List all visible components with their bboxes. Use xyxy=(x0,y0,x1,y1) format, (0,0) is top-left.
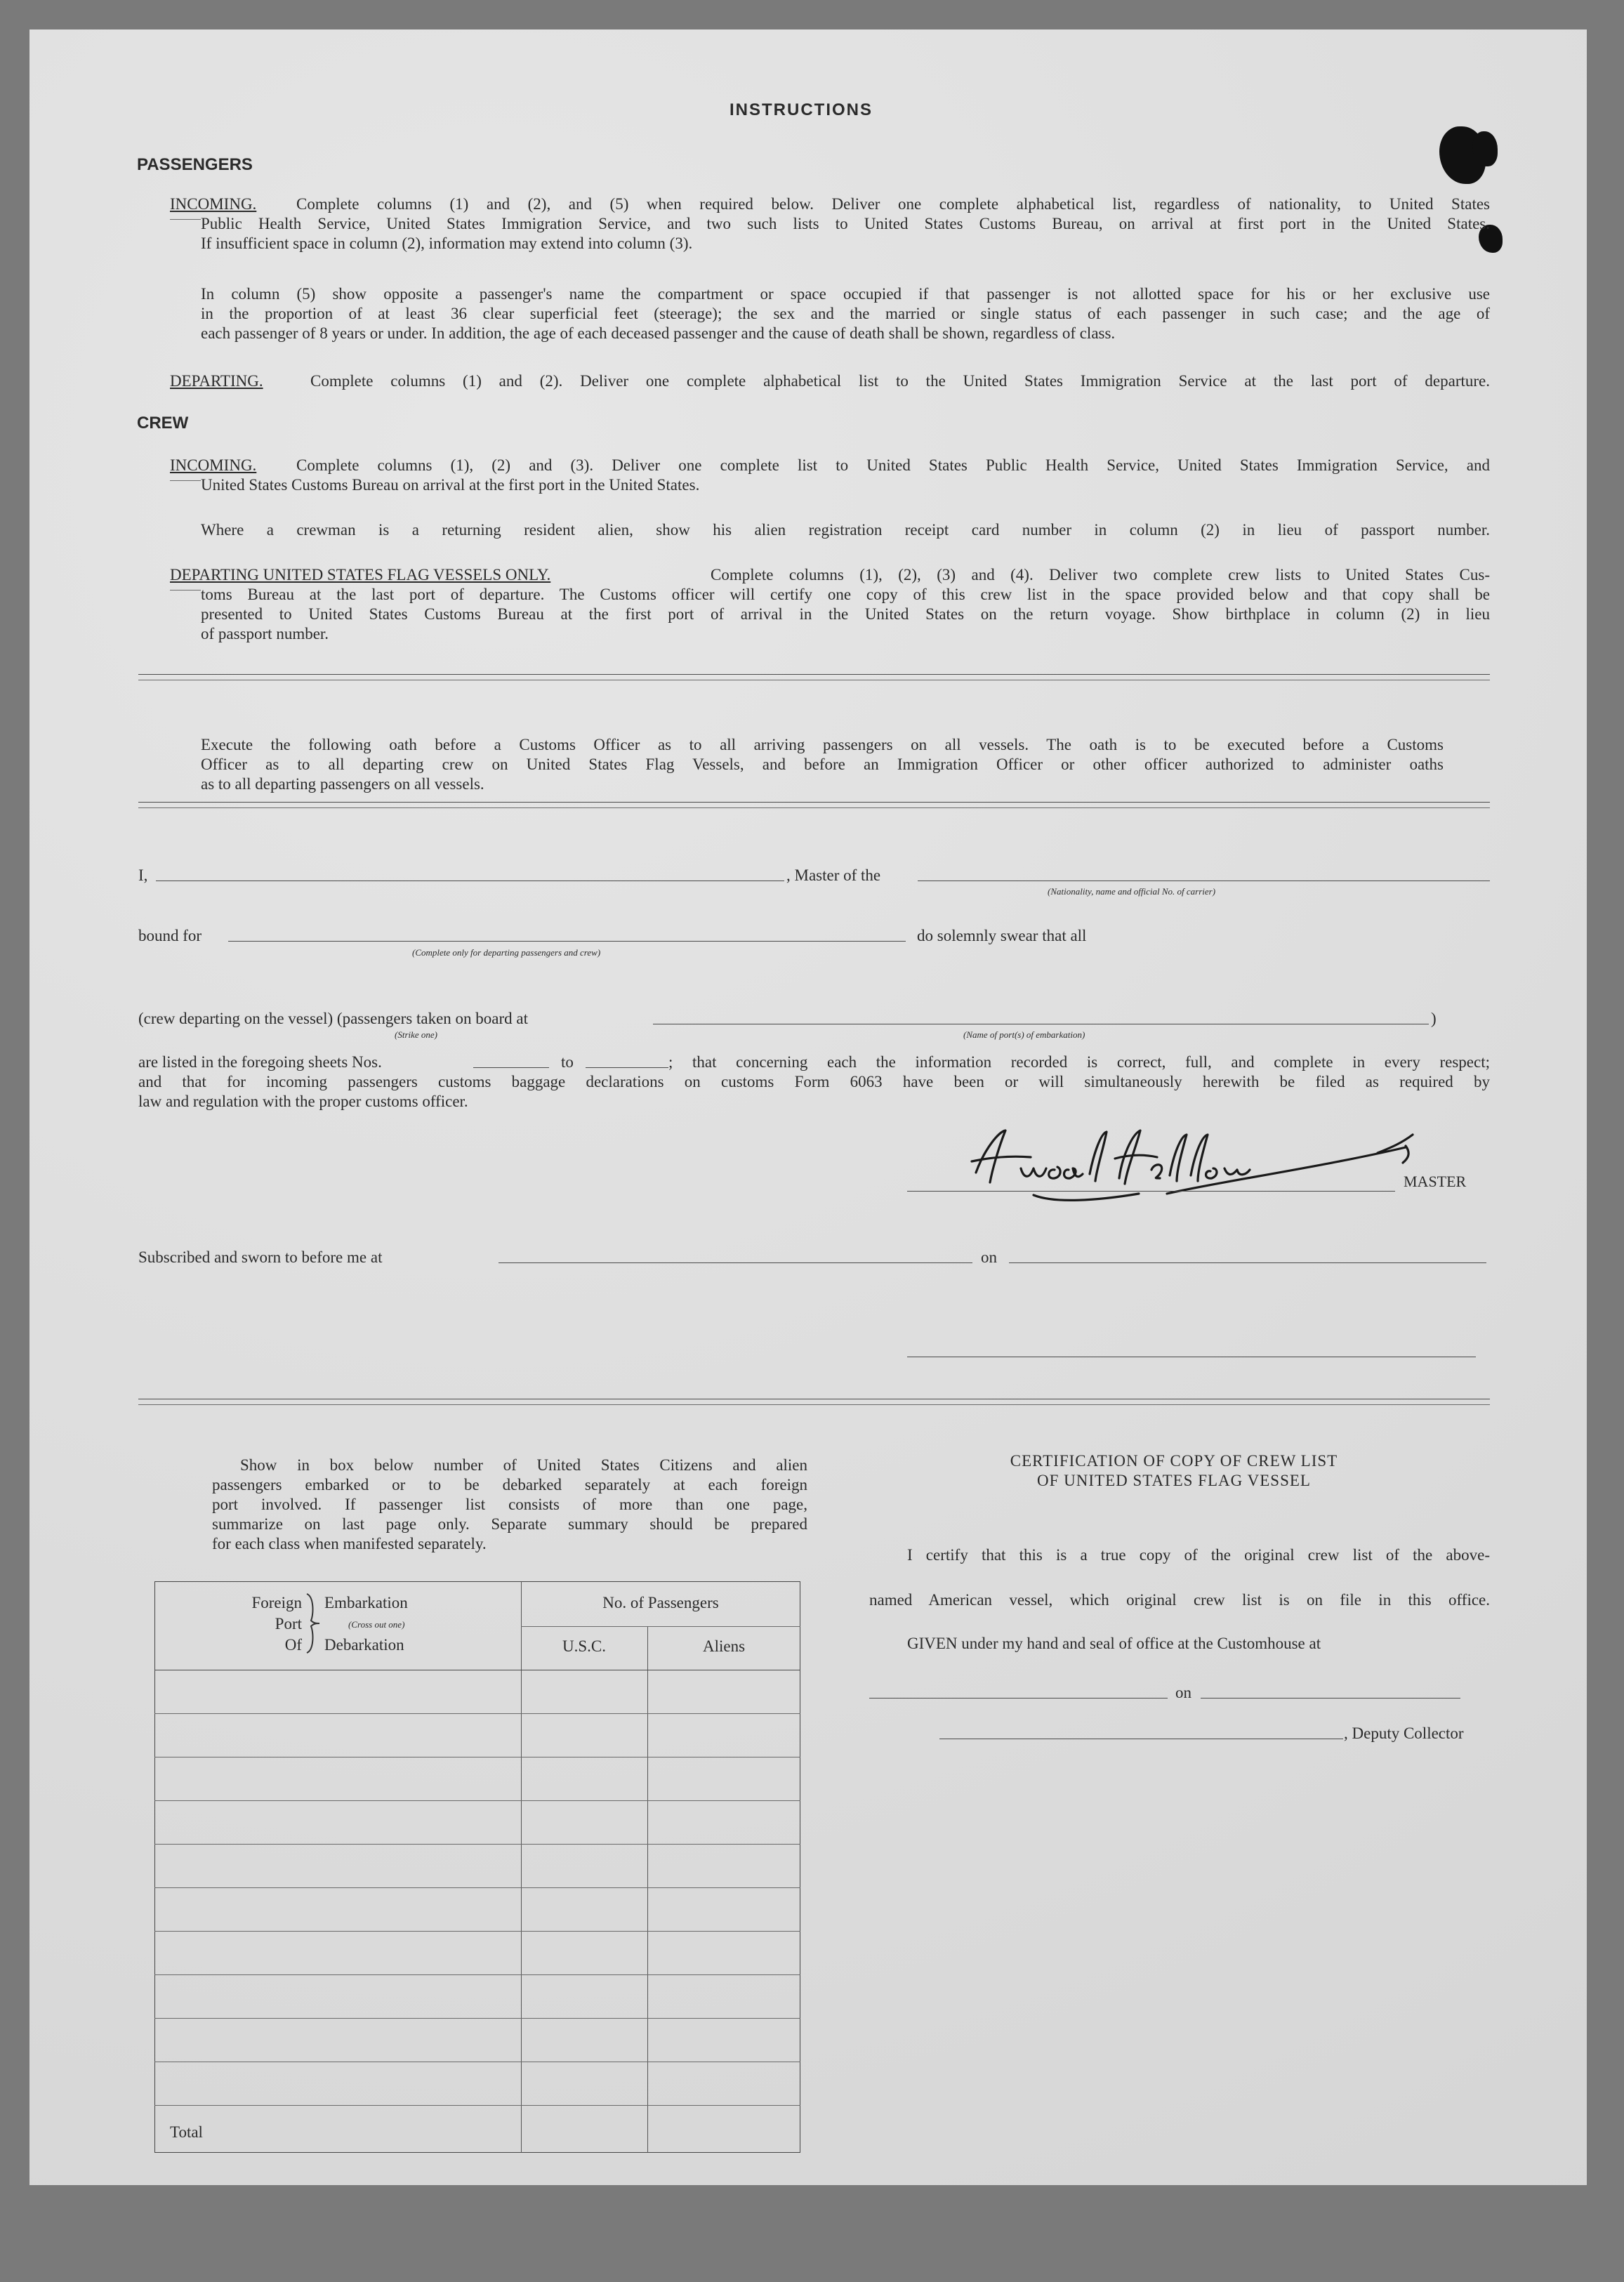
passengers-incoming-text: Public Health Service, United States Immigration Service, and two such lists to United States Customs Bureau, on arrival at first port in the United States. xyxy=(201,215,1490,232)
crew-resident-text: Where a crewman is a returning resident alien, show his alien registration receipt card number in column (2) in lieu of passport number. xyxy=(201,521,1490,539)
certification-text: I certify that this is a true copy of the original crew list of the above- xyxy=(907,1546,1490,1564)
passengers-departing-text: Complete columns (1) and (2). Deliver one complete alphabetical list to the United States Immigration Service at the last port of departure. xyxy=(310,372,1490,390)
table-header-divider xyxy=(521,1626,800,1627)
table-row[interactable] xyxy=(154,1844,800,1845)
table-col-divider xyxy=(647,1626,648,2153)
column-five-text: each passenger of 8 years or under. In addition, the age of each deceased passenger and the cause of death shall be shown, regardless of class. xyxy=(201,324,1116,342)
passengers-incoming-text: Complete columns (1) and (2), and (5) when required below. Deliver one complete alphabetical list, regardless of nationality, to United States xyxy=(296,195,1490,213)
bound-for-label: bound for xyxy=(138,927,202,944)
aliens-header: Aliens xyxy=(702,1637,746,1655)
section-divider xyxy=(138,1404,1490,1405)
certification-title: OF UNITED STATES FLAG VESSEL xyxy=(1037,1472,1311,1489)
listed-text: law and regulation with the proper customs officer. xyxy=(138,1093,468,1110)
sheet-from-field[interactable] xyxy=(473,1067,549,1068)
crew-passengers-label: (crew departing on the vessel) (passengers taken on board at xyxy=(138,1010,528,1027)
passengers-incoming-text: If insufficient space in column (2), information may extend into column (3). xyxy=(201,235,693,252)
listed-text: and that for incoming passengers customs baggage declarations on customs Form 6063 have been or will simultaneously herewith be filed as required by xyxy=(138,1073,1490,1090)
to-label: to xyxy=(561,1053,574,1071)
certification-text: named American vessel, which original crew list is on file in this office. xyxy=(869,1591,1490,1609)
summary-instructions: summarize on last page only. Separate summary should be prepared xyxy=(212,1515,807,1533)
strike-one-caption: (Strike one) xyxy=(395,1029,438,1040)
cert-on-label: on xyxy=(1175,1684,1191,1701)
master-signature xyxy=(956,1111,1434,1209)
oath-i-label: I, xyxy=(138,866,148,884)
column-five-text: In column (5) show opposite a passenger's name the compartment or space occupied if that passenger is not allotted space for his or her exclusive use xyxy=(201,285,1490,303)
section-divider xyxy=(138,674,1490,675)
given-text: GIVEN under my hand and seal of office at the Customhouse at xyxy=(907,1635,1321,1652)
table-row[interactable] xyxy=(154,1887,800,1888)
table-row[interactable] xyxy=(154,1931,800,1932)
table-row[interactable] xyxy=(154,2105,800,2106)
master-signature-line[interactable] xyxy=(907,1191,1395,1192)
subscribed-label: Subscribed and sworn to before me at xyxy=(138,1248,383,1266)
solemnly-swear-label: do solemnly swear that all xyxy=(917,927,1087,944)
oath-intro-text: Officer as to all departing crew on United States Flag Vessels, and before an Immigration Officer or other officer authorized to administer oaths xyxy=(201,756,1444,773)
underline-rule xyxy=(170,219,201,220)
certification-title: CERTIFICATION OF COPY OF CREW LIST xyxy=(1010,1452,1338,1470)
close-paren: ) xyxy=(1431,1010,1437,1027)
crew-departing-label: DEPARTING UNITED STATES FLAG VESSELS ONLY. xyxy=(170,566,551,583)
foreign-header: Foreign xyxy=(251,1594,302,1611)
underline-rule xyxy=(170,480,201,481)
table-row[interactable] xyxy=(154,1713,800,1714)
passengers-heading: PASSENGERS xyxy=(137,155,253,174)
table-col-divider xyxy=(521,1581,522,2153)
listed-sheets-label: are listed in the foregoing sheets Nos. xyxy=(138,1053,382,1071)
oath-intro-text: as to all departing passengers on all vessels. xyxy=(201,775,484,793)
total-label: Total xyxy=(170,2123,203,2141)
of-header: Of xyxy=(284,1636,302,1654)
passengers-departing-label: DEPARTING. xyxy=(170,372,263,390)
embarkation-caption: (Name of port(s) of embarkation) xyxy=(963,1029,1085,1040)
table-row[interactable] xyxy=(154,2018,800,2019)
crew-departing-text: presented to United States Customs Bureau at the first port of arrival in the United States on the return voyage. Show birthplace in column (2) in lieu xyxy=(201,605,1490,623)
listed-text: ; that concerning each the information recorded is correct, full, and complete in every respect; xyxy=(668,1053,1490,1071)
bracket-icon xyxy=(305,1592,321,1654)
port-header: Port xyxy=(275,1615,302,1633)
subscribed-on-label: on xyxy=(981,1248,997,1266)
column-five-text: in the proportion of at least 36 clear superficial feet (steerage); the sex and the married or single status of each passenger in such case; and the age of xyxy=(201,305,1490,322)
master-of-label: , Master of the xyxy=(786,866,881,884)
no-passengers-header: No. of Passengers xyxy=(602,1594,719,1611)
summary-instructions: passengers embarked or to be debarked separately at each foreign xyxy=(212,1476,807,1493)
crew-departing-text: toms Bureau at the last port of departure. The Customs officer will certify one copy of this crew list in the space provided below and that copy shall be xyxy=(201,586,1490,603)
crew-incoming-text: United States Customs Bureau on arrival at the first port in the United States. xyxy=(201,476,700,494)
oath-intro-text: Execute the following oath before a Customs Officer as to all arriving passengers on all vessels. The oath is to be executed before a Customs xyxy=(201,736,1444,753)
customhouse-field[interactable] xyxy=(869,1698,1168,1699)
subscribed-date-field[interactable] xyxy=(1009,1262,1486,1263)
bound-for-caption: (Complete only for departing passengers and crew) xyxy=(412,947,601,958)
summary-instructions: port involved. If passenger list consists of more than one page, xyxy=(212,1496,807,1513)
crew-departing-text: of passport number. xyxy=(201,625,329,642)
embarkation-header: Embarkation xyxy=(324,1594,408,1611)
cert-date-field[interactable] xyxy=(1201,1698,1460,1699)
section-divider xyxy=(138,802,1490,803)
sheet-to-field[interactable] xyxy=(586,1067,668,1068)
passengers-incoming-label: INCOMING. xyxy=(170,195,257,213)
usc-header: U.S.C. xyxy=(562,1637,606,1655)
summary-instructions: Show in box below number of United States Citizens and alien xyxy=(240,1456,807,1474)
deputy-collector-label: , Deputy Collector xyxy=(1344,1724,1464,1742)
crew-departing-text: Complete columns (1), (2), (3) and (4). Deliver two complete crew lists to United States Cus- xyxy=(711,566,1490,583)
table-row[interactable] xyxy=(154,1800,800,1801)
crew-heading: CREW xyxy=(137,414,189,433)
carrier-caption: (Nationality, name and official No. of carrier) xyxy=(1048,886,1216,897)
subscribed-place-field[interactable] xyxy=(499,1262,972,1263)
document-page xyxy=(29,29,1587,2185)
section-divider xyxy=(138,807,1490,808)
passenger-summary-table xyxy=(154,1581,800,2153)
cross-out-caption: (Cross out one) xyxy=(348,1619,405,1630)
summary-instructions: for each class when manifested separately. xyxy=(212,1535,487,1552)
underline-rule xyxy=(170,590,201,591)
crew-incoming-text: Complete columns (1), (2) and (3). Deliver one complete list to United States Public Health Service, United States Immigration Service, and xyxy=(296,456,1490,474)
crew-incoming-label: INCOMING. xyxy=(170,456,257,474)
debarkation-header: Debarkation xyxy=(324,1636,404,1654)
table-row[interactable] xyxy=(154,1974,800,1975)
instructions-title: INSTRUCTIONS xyxy=(730,100,873,119)
master-label: MASTER xyxy=(1404,1173,1467,1190)
bound-for-field[interactable] xyxy=(228,941,906,942)
